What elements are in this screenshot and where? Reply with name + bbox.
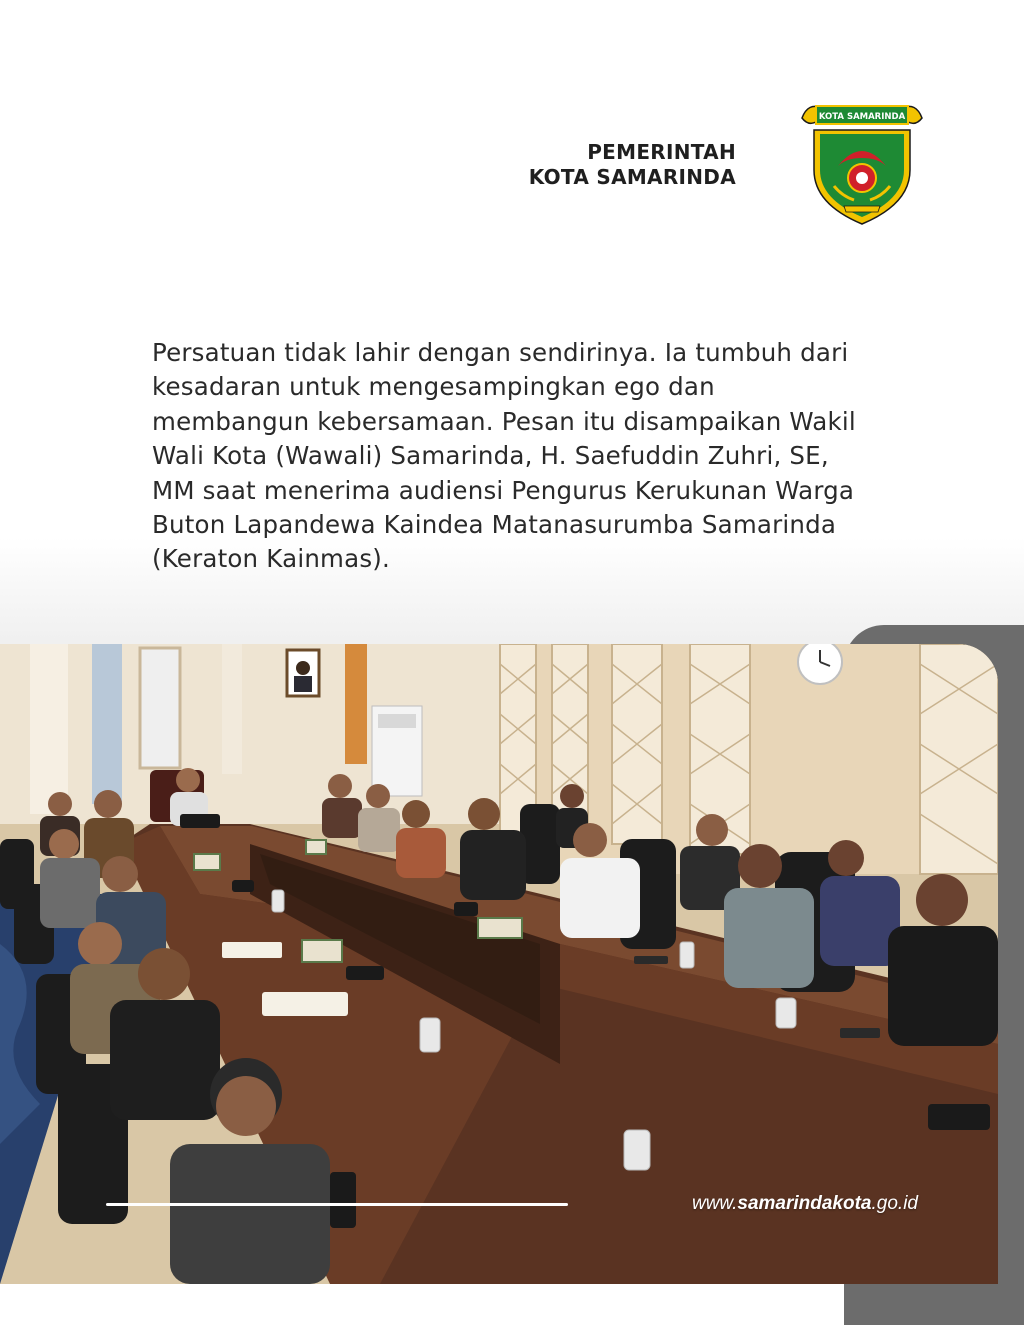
header-title	[529, 140, 736, 190]
city-crest-logo-icon	[798, 96, 926, 228]
header-line-2: KOTA SAMARINDA	[528, 165, 736, 189]
url-domain: samarindakota	[737, 1193, 872, 1214]
footer-divider-line	[106, 1203, 568, 1206]
article-paragraph: Persatuan tidak lahir dengan sendirinya. Ia tumbuh dari kesadaran untuk mengesampingkan ego dan membangun kebersamaan. Pesan itu disampaikan Wakil Wali Kota (Wawali) Samarinda, H. Saefuddin Zuhri, SE, MM saat menerima audiensi Pengurus Kerukunan Warga Buton Lapandewa Kaindea Matanasurumba Samarinda (Keraton Kainmas).	[152, 338, 856, 574]
logo-banner-text: KOTA SAMARINDA	[818, 112, 906, 122]
meeting-photo	[0, 644, 998, 1284]
footer-website-url	[692, 1193, 918, 1215]
url-suffix: .go.id	[871, 1193, 918, 1214]
url-prefix: www.	[691, 1193, 738, 1214]
header-line-1: PEMERINTAH	[587, 140, 736, 164]
